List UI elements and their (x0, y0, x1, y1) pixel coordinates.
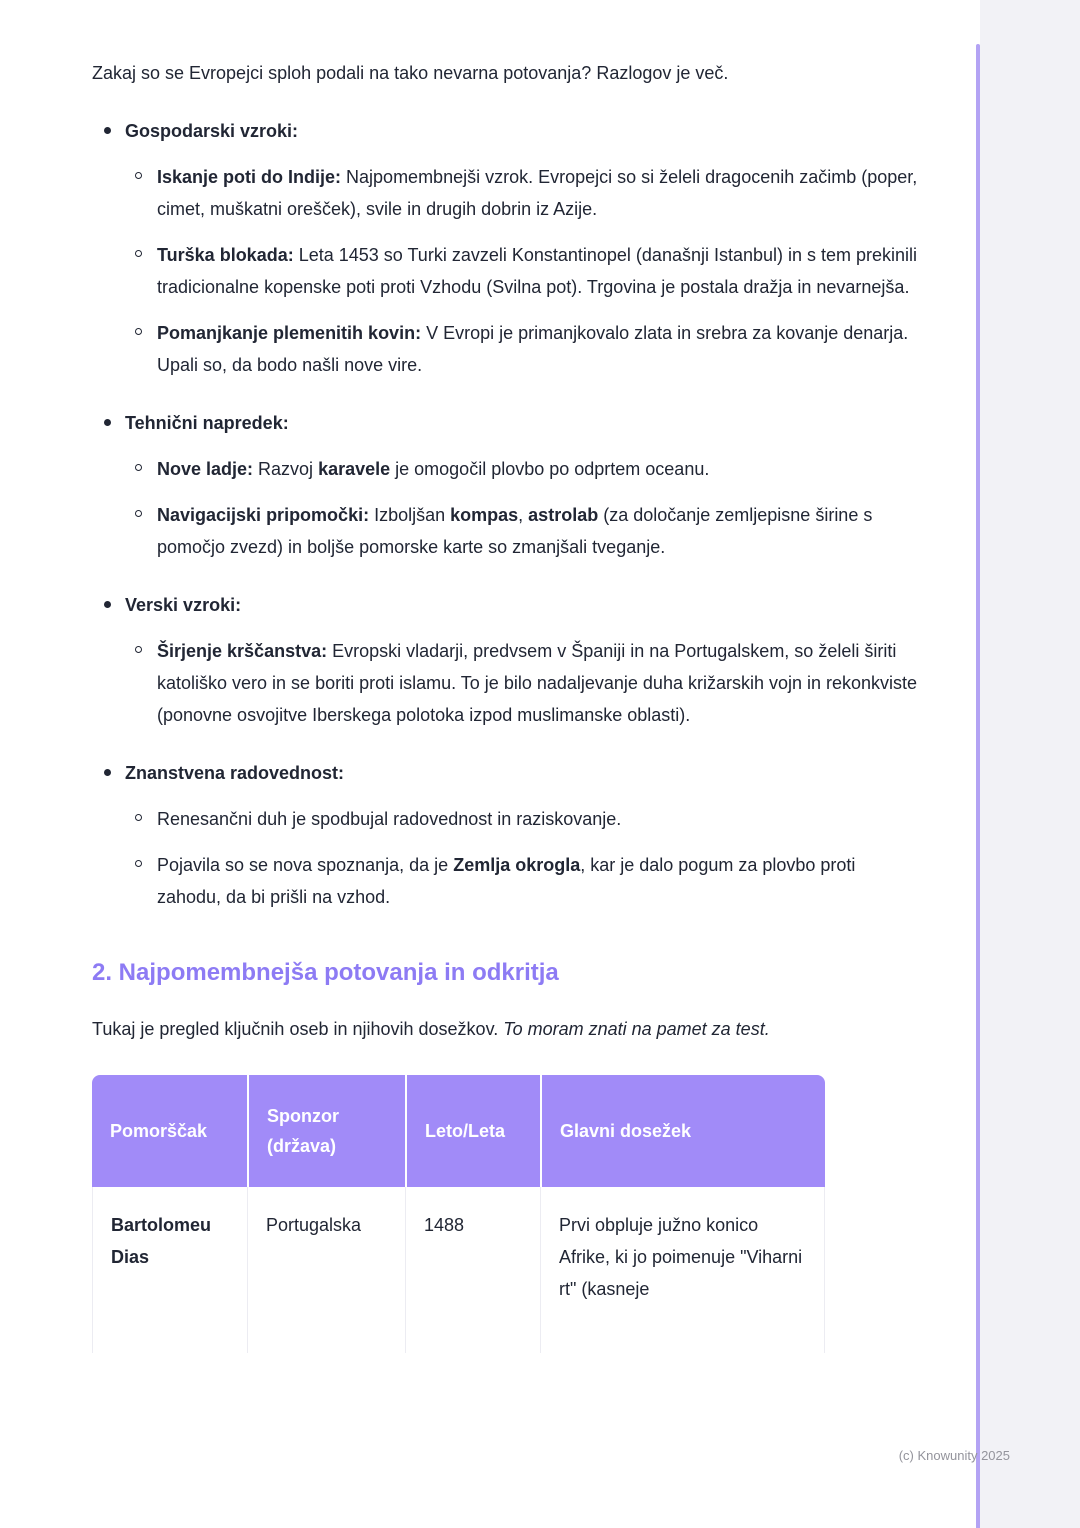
section-2-intro (92, 1013, 922, 1045)
text-bold: astrolab (528, 505, 599, 525)
bullet-icon (104, 601, 111, 608)
cause-subitem (125, 635, 922, 731)
circle-bullet-icon (135, 464, 142, 471)
circle-bullet-icon (135, 860, 142, 867)
document-content (92, 0, 922, 1353)
text-lead-bold: Turška blokada: (157, 245, 294, 265)
text-lead-bold: Pomanjkanje plemenitih kovin: (157, 323, 422, 343)
text-run: Razvoj (253, 459, 319, 479)
column-header-sponzor: Sponzor (država) (247, 1075, 405, 1187)
cell-achievement: Prvi obpluje južno konico Afrike, ki jo poimenuje "Viharni rt" (kasneje (540, 1187, 825, 1353)
intro-paragraph: Zakaj so se Evropejci sploh podali na tako nevarna potovanja? Razlogov je več. (92, 63, 729, 83)
cell-year: 1488 (405, 1187, 540, 1353)
text-bold: karavele (318, 459, 391, 479)
causes-list (92, 115, 922, 913)
page-margin-strip (980, 0, 1080, 1528)
text-run: Evropski vladarji, predvsem v Španiji in na Portugalskem, so želeli širiti katoliško vero in se boriti proti islamu. To je bilo nadaljevanje duha križarskih vojn in rekonkviste (ponovne osvojitve Iberskega polotoka izpod muslimanske oblasti). (157, 641, 918, 725)
subitem-text (157, 161, 922, 225)
bullet-icon (104, 769, 111, 776)
copyright-watermark: (c) Knowunity 2025 (898, 1448, 1010, 1463)
page-edge-divider (976, 44, 980, 1528)
cause-subitem (125, 161, 922, 225)
circle-bullet-icon (135, 510, 142, 517)
text-run: V Evropi je primanjkovalo zlata in srebra za kovanje denarja. Upali so, da bodo našli nove vire. (157, 323, 909, 375)
circle-bullet-icon (135, 328, 142, 335)
subitem-text (157, 849, 922, 913)
cause-section-technical (92, 407, 922, 563)
bullet-icon (104, 419, 111, 426)
text-run: (za določanje zemljepisne širine s pomočjo zvezd) in boljše pomorske karte so zmanjšali tveganje. (157, 505, 873, 557)
cause-section-economic (92, 115, 922, 381)
note-italic: To moram znati na pamet za test. (503, 1019, 770, 1039)
text-run: Leta 1453 so Turki zavzeli Konstantinopel (današnji Istanbul) in s tem prekinili tradicionalne kopenske poti proti Vzhodu (Svilna pot). Trgovina je postala dražja in nevarnejša. (157, 245, 918, 297)
circle-bullet-icon (135, 814, 142, 821)
text-run: Tukaj je pregled ključnih oseb in njihovih dosežkov. (92, 1019, 504, 1039)
bullet-icon (104, 127, 111, 134)
cause-subitem (125, 849, 922, 913)
section-2-heading: 2. Najpomembnejša potovanja in odkritja (92, 959, 559, 986)
subitem-text (157, 803, 922, 835)
cause-section-title: Znanstvena radovednost: (125, 763, 345, 783)
column-header-leto: Leto/Leta (405, 1075, 540, 1187)
cause-subitem (125, 453, 922, 485)
text-run: Izboljšan (369, 505, 451, 525)
subitem-text (157, 499, 922, 563)
cause-subitem (125, 239, 922, 303)
text-lead-bold: Navigacijski pripomočki: (157, 505, 370, 525)
cell-name: Bartolomeu Dias (92, 1187, 247, 1353)
cell-sponsor: Portugalska (247, 1187, 405, 1353)
cause-section-religious (92, 589, 922, 731)
subitem-text (157, 453, 922, 485)
text-run: Renesančni duh je spodbujal radovednost in raziskovanje. (157, 809, 622, 829)
text-lead-bold: Iskanje poti do Indije: (157, 167, 342, 187)
cause-section-title: Verski vzroki: (125, 595, 242, 615)
text-run: , (518, 505, 529, 525)
cause-subitem (125, 803, 922, 835)
cause-section-title: Tehnični napredek: (125, 413, 289, 433)
text-run: Najpomembnejši vzrok. Evropejci so si želeli dragocenih začimb (poper, cimet, muškatni orešček), svile in drugih dobrin iz Azije. (157, 167, 918, 219)
text-run: je omogočil plovbo po odprtem oceanu. (390, 459, 710, 479)
cause-subitem (125, 317, 922, 381)
text-lead-bold: Širjenje krščanstva: (157, 641, 328, 661)
table-header-row (92, 1075, 825, 1187)
column-header-pomorscak: Pomorščak (92, 1075, 247, 1187)
cause-section-title: Gospodarski vzroki: (125, 121, 299, 141)
subitem-text (157, 635, 922, 731)
text-run: , kar je dalo pogum za plovbo proti zahodu, da bi prišli na vzhod. (157, 855, 856, 907)
circle-bullet-icon (135, 250, 142, 257)
circle-bullet-icon (135, 172, 142, 179)
column-header-dosezek: Glavni dosežek (540, 1075, 825, 1187)
text-lead-bold: Nove ladje: (157, 459, 254, 479)
explorers-table (92, 1075, 825, 1353)
text-run: Pojavila so se nova spoznanja, da je (157, 855, 454, 875)
subitem-text (157, 239, 922, 303)
text-bold: kompas (450, 505, 519, 525)
circle-bullet-icon (135, 646, 142, 653)
subitem-text (157, 317, 922, 381)
cause-section-scientific (92, 757, 922, 913)
cause-subitem (125, 499, 922, 563)
table-row (92, 1187, 825, 1353)
text-bold: Zemlja okrogla (453, 855, 581, 875)
